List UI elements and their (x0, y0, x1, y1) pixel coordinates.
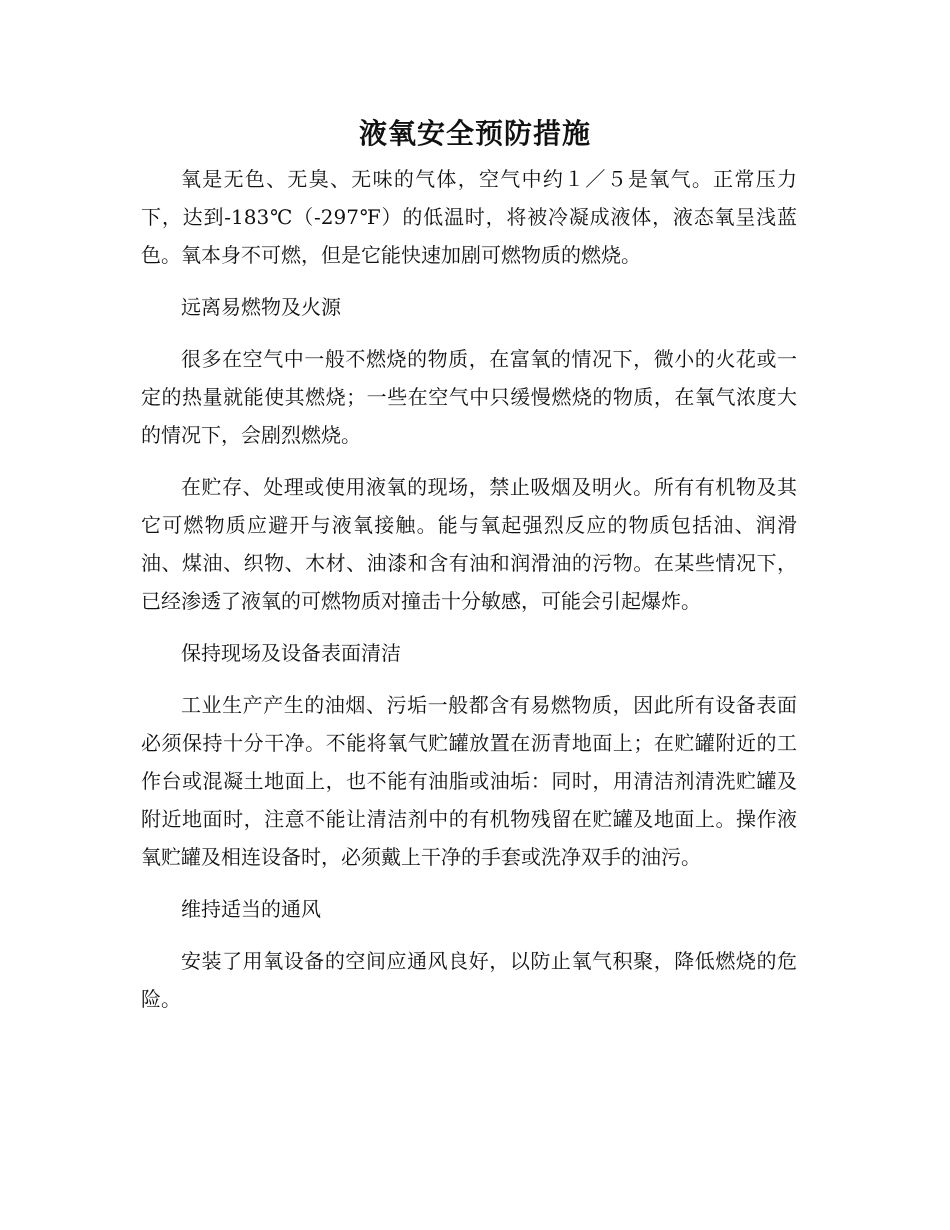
section-heading-ventilation: 维持适当的通风 (181, 897, 321, 921)
section-heading-fire: 远离易燃物及火源 (181, 295, 341, 319)
document-title: 液氧安全预防措施 (358, 117, 591, 150)
paragraph-cleaning: 工业生产产生的油烟、污垢一般都含有易燃物质，因此所有设备表面必须保持十分干净。不能将氧气贮罐放置在沥青地面上；在贮罐附近的工作台或混凝土地面上，也不能有油脂或油垢：同时，用清洁剂清洗贮罐及附近地面时，注意不能让清洁剂中的有机物残留在贮罐及地面上。操作液氧贮罐及相连设备时，必须戴上干净的手套或洗净双手的油污。 (141, 693, 797, 869)
document-body (141, 160, 797, 1032)
paragraph-oxygen-combustion: 很多在空气中一般不燃烧的物质，在富氧的情况下，微小的火花或一定的热量就能使其燃烧；一些在空气中只缓慢燃烧的物质，在氧气浓度大的情况下，会剧烈燃烧。 (141, 347, 797, 447)
paragraph-no-smoking: 在贮存、处理或使用液氧的现场，禁止吸烟及明火。所有有机物及其它可燃物质应避开与液氧接触。能与氧起强烈反应的物质包括油、润滑油、煤油、织物、木材、油漆和含有油和润滑油的污物。在某些情况下，已经渗透了液氧的可燃物质对撞击十分敏感，可能会引起爆炸。 (141, 475, 797, 613)
section-heading-cleaning: 保持现场及设备表面清洁 (181, 641, 401, 665)
paragraph-intro: 氧是无色、无臭、无味的气体，空气中约１／５是氧气。正常压力下，达到-183℃（-297℉）的低温时，将被冷凝成液体，液态氧呈浅蓝色。氧本身不可燃，但是它能快速加剧可燃物质的燃烧。 (141, 167, 797, 267)
paragraph-ventilation: 安装了用氧设备的空间应通风良好，以防止氧气积聚，降低燃烧的危险。 (141, 949, 797, 1011)
